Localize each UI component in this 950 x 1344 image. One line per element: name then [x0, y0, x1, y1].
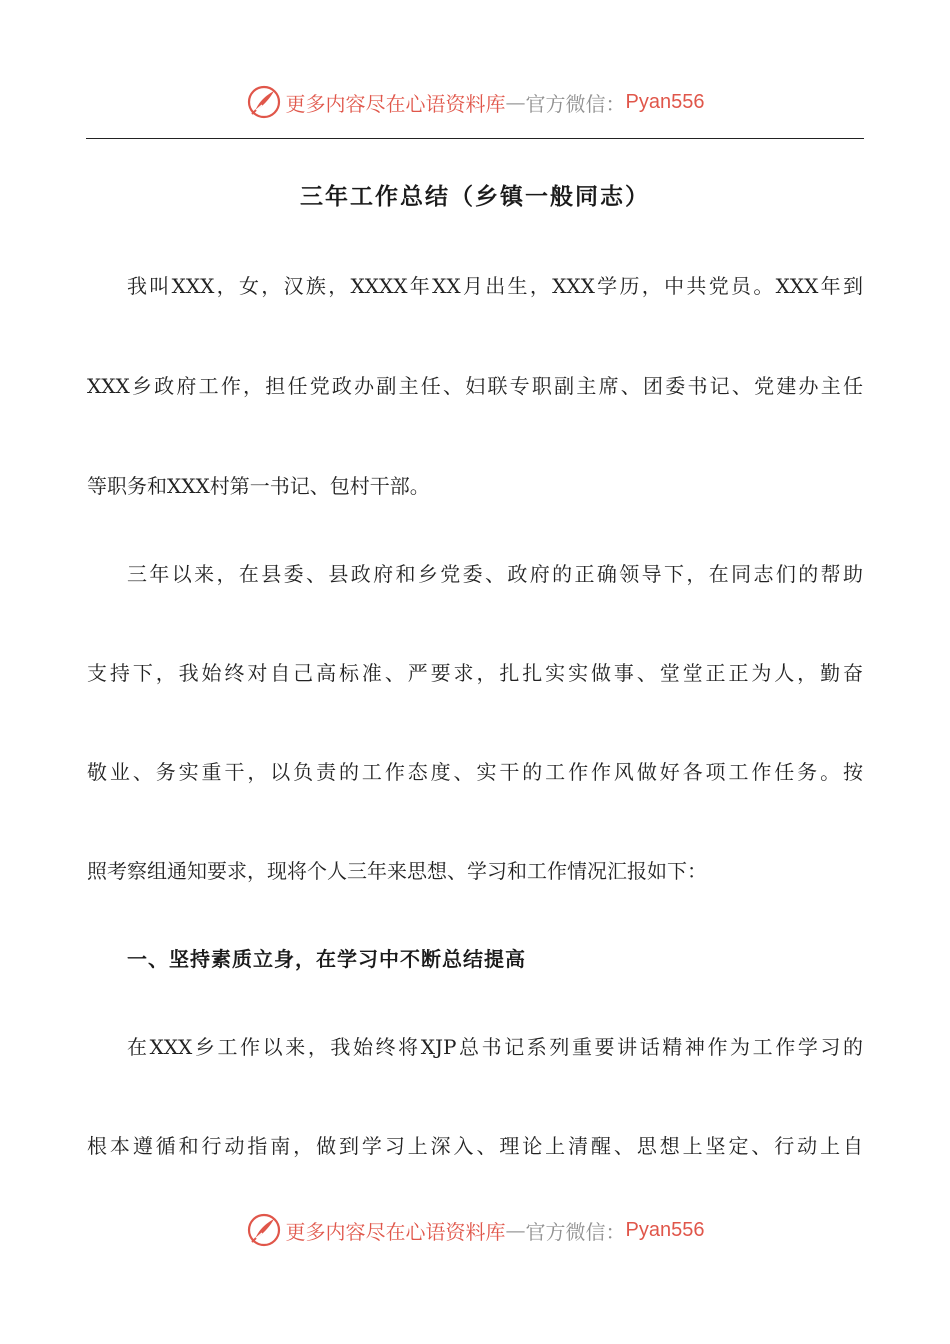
paragraph-line: 三年以来，在县委、县政府和乡党委、政府的正确领导下，在同志们的帮助 — [127, 562, 863, 586]
brand-name: 更多内容尽在心语资料库 — [285, 1219, 506, 1244]
header-banner[interactable] — [0, 80, 950, 124]
wechat-id: Pyan556 — [625, 1218, 705, 1241]
banner-separator: — — [505, 90, 526, 114]
banner-separator: — — [505, 1218, 526, 1242]
paragraph-line: 根本遵循和行动指南，做到学习上深入、理论上清醒、思想上坚定、行动上自 — [87, 1134, 863, 1158]
paragraph-line: 敬业、务实重干，以负责的工作态度、实干的工作作风做好各项工作任务。按 — [87, 760, 863, 784]
wechat-id: Pyan556 — [625, 90, 705, 113]
footer-banner[interactable] — [0, 1208, 950, 1252]
paragraph-line: XXX乡政府工作，担任党政办副主任、妇联专职副主席、团委书记、党建办主任 — [87, 374, 863, 398]
wechat-label: 官方微信： — [525, 1219, 626, 1244]
paragraph-line: 我叫XXX，女，汉族，XXXX年XX月出生，XXX学历，中共党员。XXX年到 — [127, 274, 863, 298]
paragraph-line: 支持下，我始终对自己高标准、严要求，扎扎实实做事、堂堂正正为人，勤奋 — [87, 661, 863, 685]
quill-pen-icon — [246, 1212, 282, 1248]
paragraph-line: 在XXX乡工作以来，我始终将XJP总书记系列重要讲话精神作为工作学习的 — [127, 1035, 863, 1059]
wechat-label: 官方微信： — [525, 91, 626, 116]
paragraph-line: 照考察组通知要求，现将个人三年来思想、学习和工作情况汇报如下： — [87, 859, 707, 883]
brand-name: 更多内容尽在心语资料库 — [285, 91, 506, 116]
document-title: 三年工作总结（乡镇一般同志） — [300, 184, 650, 210]
paragraph-line: 等职务和XXX村第一书记、包村干部。 — [87, 474, 430, 498]
header-divider — [86, 138, 864, 139]
section-heading: 一、坚持素质立身，在学习中不断总结提高 — [127, 947, 526, 971]
quill-pen-icon — [246, 84, 282, 120]
